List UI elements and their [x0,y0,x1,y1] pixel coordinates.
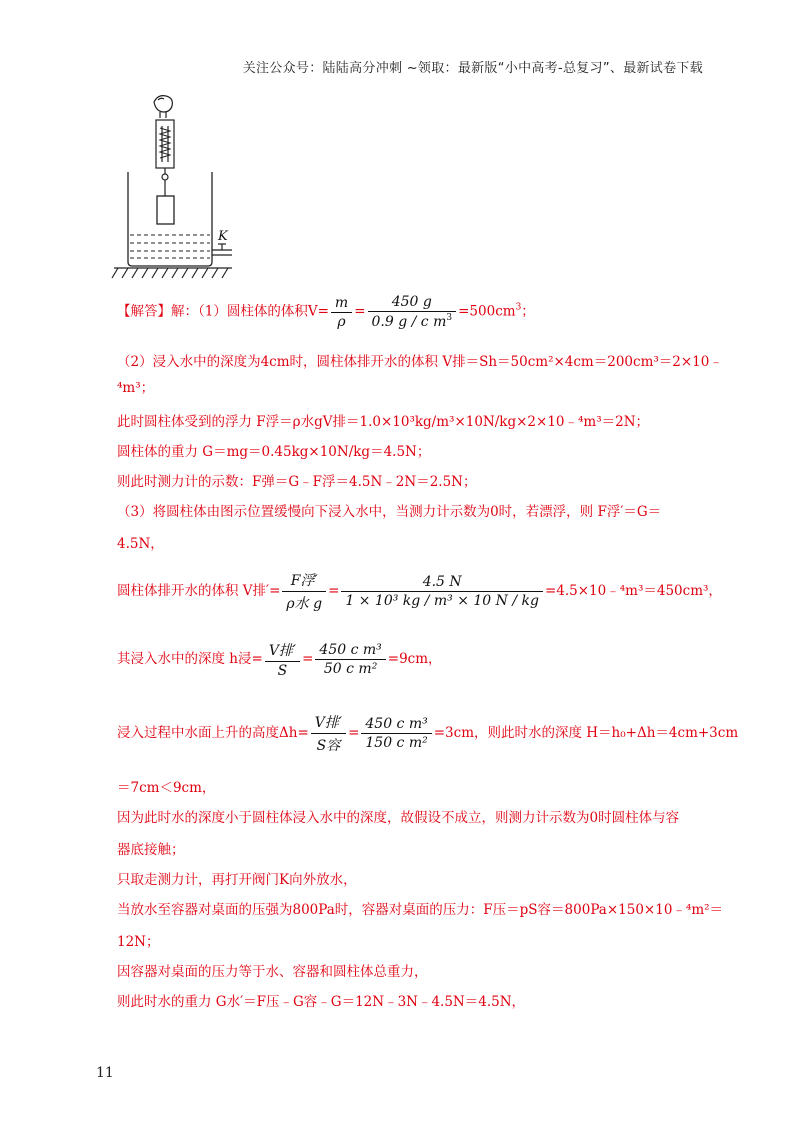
spring-scale-icon [156,120,174,196]
apparatus-figure [110,92,240,284]
answer-line-10: ＝7cm＜9cm， [117,780,216,796]
answer-line-6: （3）将圆柱体由图示位置缓慢向下浸入水中，当测力计示数为0时，若漂浮，则 F浮′＝G＝ [117,504,662,520]
answer-line-7: 圆柱体排开水的体积 V排′= $\frac{\text{F浮′}}{\text{ρ水 g}}$ = $\frac{4.5 N}{\text{1 × 10³ kg / m³ × 10 N / kg}}$ =4.5×10﹣⁴m³＝450cm³， [117,570,722,613]
fraction-450-50: $\frac{\text{450 c m³}}{\text{50 c m²}}$ [315,642,385,677]
ground [112,268,232,278]
answer-line-12: 只取走测力计，再打开阀门K向外放水， [117,872,357,888]
answer-line-6b: 4.5N， [117,536,164,552]
hand-icon [154,96,172,118]
fraction-F-rho-g: $\frac{\text{F浮′}}{\text{ρ水 g}}$ [282,570,326,613]
page-number: 11 [96,1065,114,1081]
fraction-V-S: $\frac{\text{V排′}}{S}$ [265,640,300,679]
fraction-45N: $\frac{4.5 N}{\text{1 × 10³ kg / m³ × 10 N / kg}}$ [341,574,543,609]
page-header: 关注公众号：陆陆高分冲刺 ~领取：最新版“小中高考-总复习”、最新试卷下载 [242,61,703,76]
answer-line-13b: 12N； [117,934,160,950]
answer-line-11: 因为此时水的深度小于圆柱体浸入水中的深度，故假设不成立，则测力计示数为0时圆柱体与容 [117,810,680,826]
answer-tag: 【解答】 [117,303,171,320]
answer-line-3: 此时圆柱体受到的浮力 F浮＝ρ水gV排＝1.0×10³kg/m³×10N/kg×2×10﹣⁴m³＝2N； [117,414,650,430]
answer-line-14: 因容器对桌面的压力等于水、容器和圆柱体总重力， [117,964,428,980]
answer-line-2b: ⁴m³； [117,380,155,396]
cylinder-block [157,196,174,224]
water [130,235,210,258]
answer-line-2: （2）浸入水中的深度为4cm时，圆柱体排开水的体积 V排＝Sh＝50cm²×4cm＝200cm³＝2×10﹣ [117,354,723,370]
answer-line-4: 圆柱体的重力 G＝mg＝0.45kg×10N/kg＝4.5N； [117,444,431,460]
fraction-450-150: $\frac{\text{450 c m³}}{\text{150 c m²}}$ [361,716,431,751]
answer-line-5: 则此时测力计的示数：F弹＝G﹣F浮＝4.5N﹣2N＝2.5N； [117,474,477,490]
valve-label: K [218,229,228,244]
fraction-m-rho: $\frac{m}{\rho}$ [331,295,352,330]
answer-line-9: 浸入过程中水面上升的高度Δh= $\frac{\text{V排′}}{\text{S容}}$ = $\frac{\text{450 c m³}}{\text{150 c m²}}$ =3cm，则此时水的深度 H＝h₀+Δh＝4cm+3cm [117,712,738,755]
valve-icon [212,244,232,255]
fraction-450-09: $\frac{450 g}{0.9 g / c m^3}$ [368,294,457,330]
fraction-V-Scontainer: $\frac{\text{V排′}}{\text{S容}}$ [311,712,346,755]
answer-line-8: 其浸入水中的深度 h浸= $\frac{\text{V排′}}{S}$ = $\frac{\text{450 c m³}}{\text{50 c m²}}$ =9cm， [117,642,442,679]
answer-line-15: 则此时水的重力 G水′＝F压﹣G容﹣G＝12N﹣3N﹣4.5N＝4.5N， [117,994,526,1010]
answer-line-1: 【解答】解：（1）圆柱体的体积V= $\frac{m}{\rho}$ = $\frac{450 g}{0.9 g / c m^3}$ $=500cm^3$； [117,294,535,330]
answer-line-13: 当放水至容器对桌面的压强为800Pa时，容器对桌面的压力：F压＝pS容＝800Pa×150×10﹣⁴m²＝ [117,902,724,918]
answer-line-11b: 器底接触； [117,842,185,858]
